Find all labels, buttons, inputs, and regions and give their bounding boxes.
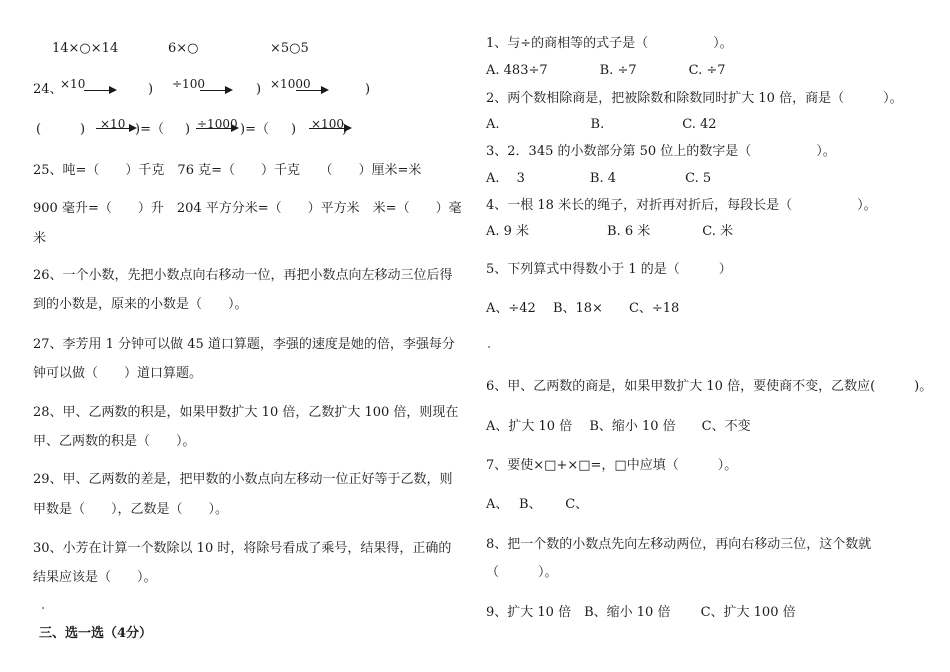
r-q9-options: 9、扩大 10 倍 B、缩小 10 倍 C、扩大 100 倍 (486, 605, 796, 620)
r-q8-stem2: （ ）。 (486, 565, 558, 580)
r-q3-options: A. 3 B. 4 C. 5 (486, 171, 712, 186)
arrow-right-icon (84, 90, 110, 91)
arrow-right-icon (96, 128, 130, 129)
op-2: 6×○ (168, 41, 199, 56)
q27-line2: 钟可以做（ ）道口算题。 (33, 366, 203, 381)
q24-eq3: ) (342, 122, 348, 137)
r-q6-stem: 6、甲、乙两数的商是，如果甲数扩大 10 倍，要使商不变，乙数应( )。 (486, 379, 933, 394)
q24-close3: ) (365, 82, 371, 97)
r-q1-options: A. 483÷7 B. ÷7 C. ÷7 (486, 63, 726, 78)
r-q2-stem: 2、两个数相除商是，把被除数和除数同时扩大 10 倍，商是（ ）。 (486, 91, 903, 106)
q24-open: ( (36, 122, 42, 137)
r-q7-options: A、 B、 C、 (486, 497, 589, 512)
r-q5-options: A、÷42 B、18× C、÷18 (486, 301, 680, 316)
op-1: 14×○×14 (52, 41, 119, 56)
r-q1-stem: 1、与÷的商相等的式子是（ ）。 (486, 36, 733, 51)
q27-line1: 27、李芳用 1 分钟可以做 45 道口算题，李强的速度是她的倍，李强每分 (33, 337, 455, 352)
q29-line1: 29、甲、乙两数的差是，把甲数的小数点向左移动一位正好等于乙数，则 (33, 472, 453, 487)
r-q6-options: A、扩大 10 倍 B、缩小 10 倍 C、不变 (486, 419, 751, 434)
q24-eq2: )=（ (240, 122, 269, 137)
q24-eq1: )=（ (135, 122, 164, 137)
q28-line2: 甲、乙两数的积是（ ）。 (33, 434, 196, 449)
arrow-right-icon (296, 90, 322, 91)
arrow-right-icon (196, 128, 232, 129)
arrow-right-icon (309, 128, 345, 129)
q24-close6: ) (291, 122, 297, 137)
q29-line2: 甲数是（ ），乙数是（ ）。 (33, 502, 229, 517)
q24-op6: ×100 (311, 117, 344, 131)
q24-close5: ) (185, 122, 191, 137)
section-3-title: 三、选一选（4分） (39, 626, 153, 641)
q25-line2: 900 毫升=（ ）升 204 平方分米=（ ）平方米 米=（ ）毫 (33, 201, 462, 216)
speck (488, 346, 490, 348)
r-q7-stem: 7、要使×□+×□=，□中应填（ ）。 (486, 458, 738, 473)
r-q8-stem: 8、把一个数的小数点先向左移动两位，再向右移动三位，这个数就 (486, 537, 872, 552)
q25-line3: 米 (33, 231, 47, 246)
q24-close4: ) (80, 122, 86, 137)
q24-close2: ) (256, 82, 262, 97)
q26-line2: 到的小数是，原来的小数是（ ）。 (33, 297, 248, 312)
q24-op3: ×1000 (270, 77, 311, 91)
q28-line1: 28、甲、乙两数的积是，如果甲数扩大 10 倍，乙数扩大 100 倍，则现在 (33, 405, 459, 420)
r-q2-options: A. B. C. 42 (486, 117, 717, 132)
q24-op1: ×10 (60, 77, 86, 91)
q30-line2: 结果应该是（ ）。 (33, 570, 157, 585)
q24-op2: ÷100 (172, 77, 205, 91)
q26-line1: 26、一个小数，先把小数点向右移动一位，再把小数点向左移动三位后得 (33, 268, 453, 283)
speck (42, 607, 44, 609)
op-3: ×5○5 (270, 41, 309, 56)
r-q5-stem: 5、下列算式中得数小于 1 的是（ ） (486, 262, 732, 277)
r-q4-options: A. 9 米 B. 6 米 C. 米 (486, 224, 734, 239)
r-q3-stem: 3、2．345 的小数部分第 50 位上的数字是（ ）。 (486, 144, 836, 159)
r-q4-stem: 4、一根 18 米长的绳子，对折再对折后，每段长是（ ）。 (486, 198, 877, 213)
q24-op5: ÷1000 (197, 117, 238, 131)
q25-line1: 25、吨=（ ）千克 76 克=（ ）千克 （ ）厘米=米 (33, 163, 422, 178)
q30-line1: 30、小芳在计算一个数除以 10 时，将除号看成了乘号，结果得，正确的 (33, 541, 452, 556)
q24-close1: ) (148, 82, 154, 97)
arrow-right-icon (200, 90, 226, 91)
q24-number: 24、 (33, 82, 63, 97)
q24-op4: ×10 (100, 117, 126, 131)
